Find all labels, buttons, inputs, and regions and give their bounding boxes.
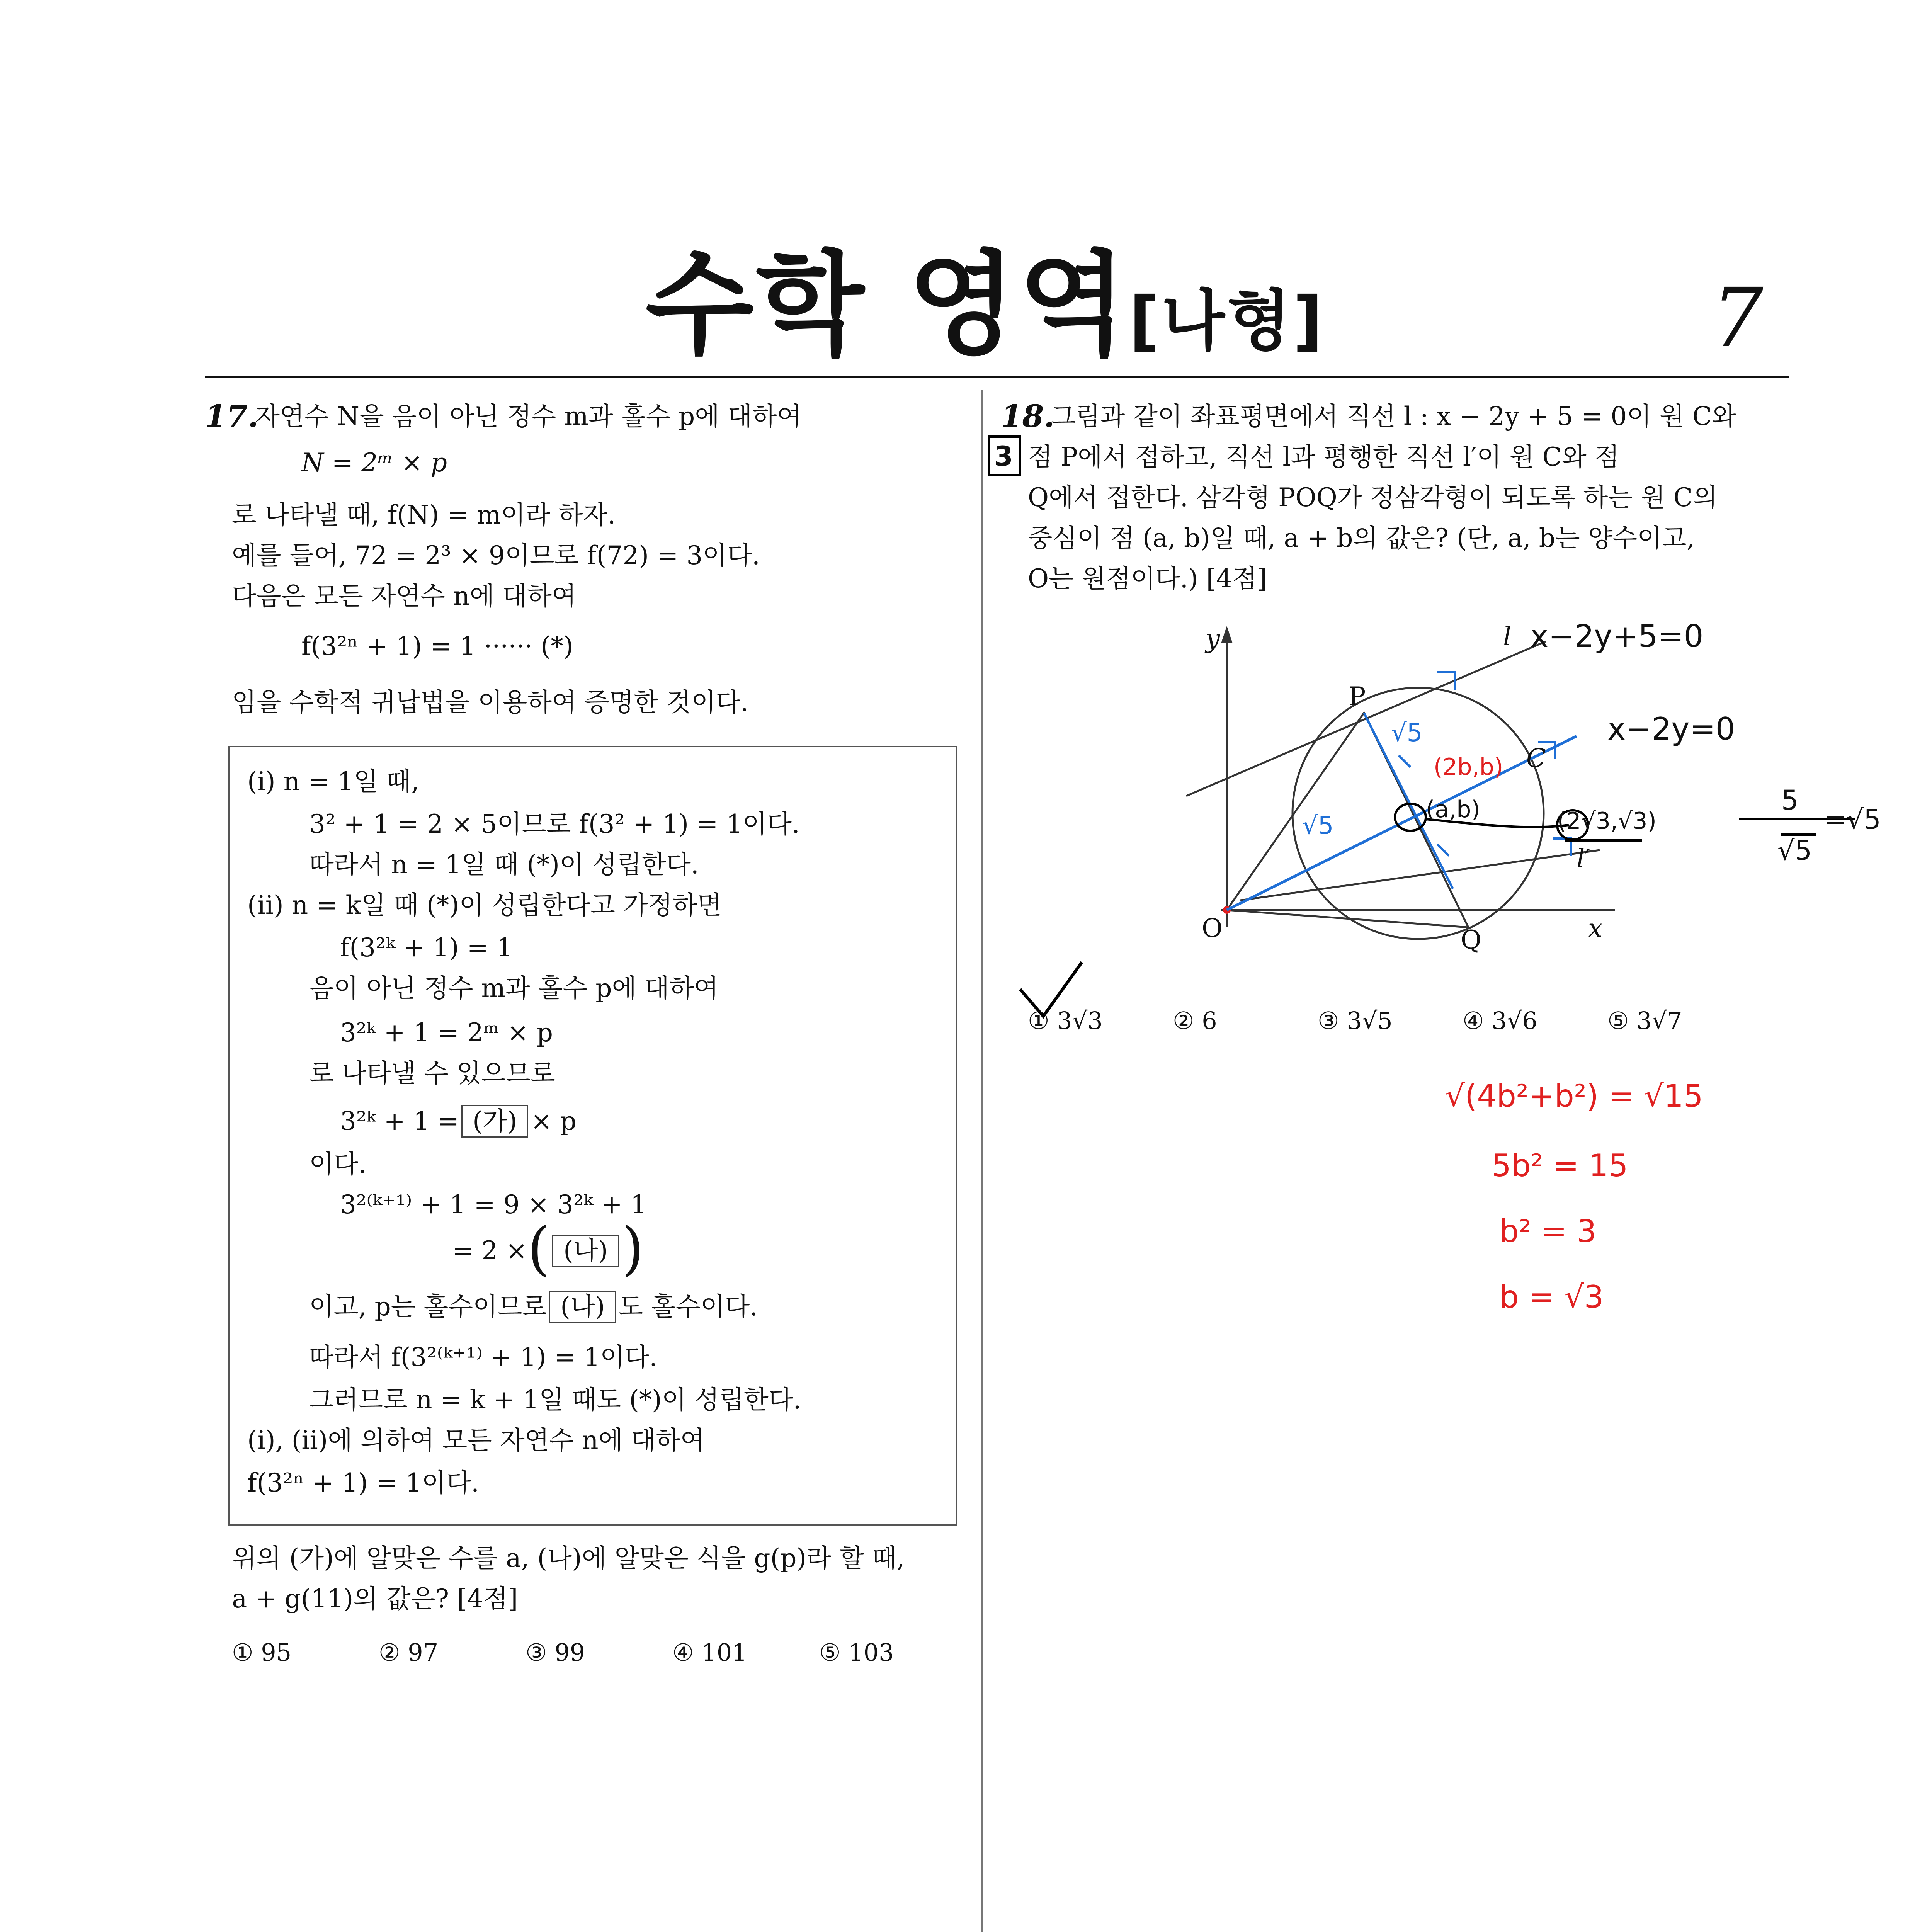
- blank-ga: (가): [461, 1105, 528, 1138]
- q17-number: 17.: [205, 398, 259, 434]
- red-calc: √(4b²+b²) = √15: [1445, 1078, 1703, 1114]
- q18-text-line: Q에서 접한다. 삼각형 POQ가 정삼각형이 되도록 하는 원 C의: [1028, 483, 1718, 512]
- handwritten-line-perp: x−2y=0: [1607, 711, 1735, 747]
- q17-question-line: a + g(11)의 값은? [4점]: [232, 1584, 518, 1614]
- blue-mark: [1437, 844, 1449, 856]
- red-calc: b² = 3: [1499, 1213, 1597, 1249]
- blue-sqrt5-label: √5: [1302, 811, 1334, 840]
- q18-choice[interactable]: ① 3√3: [1028, 1007, 1103, 1035]
- black-point-label: (2√3,√3): [1557, 808, 1656, 835]
- proof-line: 이다.: [309, 1149, 367, 1179]
- proof-line: 3² + 1 = 2 × 5이므로 f(3² + 1) = 1이다.: [309, 809, 800, 839]
- handwritten-line-l: x−2y+5=0: [1530, 618, 1704, 654]
- blue-sqrt5-label: √5: [1391, 719, 1423, 747]
- proof-line-na: = 2 ×( (나) ): [452, 1215, 644, 1282]
- page-title: 수학 영역[나형]: [645, 240, 1325, 370]
- proof-line: (ⅰ), (ⅱ)에 의하여 모든 자연수 n에 대하여: [247, 1425, 705, 1455]
- blank-na: (나): [552, 1235, 619, 1267]
- proof-line: 그러므로 n = k + 1일 때도 (*)이 성립한다.: [309, 1385, 801, 1415]
- q17-choice[interactable]: ① 95: [232, 1638, 292, 1667]
- q17-star-formula: f(3²ⁿ + 1) = 1 ······ (*): [301, 631, 573, 661]
- label-y: y: [1206, 624, 1220, 653]
- handwritten-answer: 3: [994, 440, 1013, 472]
- label-q: Q: [1461, 925, 1482, 955]
- proof-line: 3²ᵏ + 1 = 2ᵐ × p: [340, 1018, 553, 1048]
- q18-number: 18.: [1001, 398, 1055, 434]
- q18-choices: [1028, 1007, 1682, 1035]
- y-axis-arrow: [1221, 626, 1233, 643]
- proof-line: (ⅰ) n = 1일 때,: [247, 767, 419, 796]
- q17-intro-line: 예를 들어, 72 = 2³ × 9이므로 f(72) = 3이다.: [232, 541, 760, 570]
- blank-na: (나): [549, 1291, 616, 1323]
- q17-intro-line: 다음은 모든 자연수 n에 대하여: [232, 581, 577, 611]
- blue-perp-line: [1227, 736, 1577, 910]
- q17-formula: N = 2ᵐ × p: [301, 448, 447, 478]
- label-c: C: [1526, 743, 1546, 773]
- q18-text-line: 중심이 점 (a, b)일 때, a + b의 값은? (단, a, b는 양수이고,: [1028, 523, 1695, 553]
- proof-line: (ⅱ) n = k일 때 (*)이 성립한다고 가정하면: [247, 890, 722, 920]
- label-x: x: [1588, 913, 1603, 943]
- proof-line: 로 나타낼 수 있으므로: [309, 1058, 555, 1088]
- q18-text-line: 점 P에서 접하고, 직선 l과 평행한 직선 l′이 원 C와 점: [1028, 442, 1619, 472]
- blue-mark: [1399, 755, 1410, 767]
- q17-intro-line: 자연수 N을 음이 아닌 정수 m과 홀수 p에 대하여: [255, 401, 802, 431]
- proof-line: 3²⁽ᵏ⁺¹⁾ + 1 = 9 × 3²ᵏ + 1: [340, 1190, 647, 1219]
- label-p: P: [1349, 682, 1366, 711]
- q18-choice[interactable]: ④ 3√6: [1463, 1007, 1537, 1035]
- label-o: O: [1202, 913, 1223, 943]
- q18-text-line: O는 원점이다.) [4점]: [1028, 564, 1267, 594]
- black-center-label: (a,b): [1426, 796, 1480, 823]
- proof-line-ga: 3²ᵏ + 1 = (가) × p: [340, 1105, 577, 1138]
- q17-intro-line: 로 나타낼 때, f(N) = m이라 하자.: [232, 500, 616, 530]
- proof-line: 음이 아닌 정수 m과 홀수 p에 대하여: [309, 973, 719, 1003]
- q17-choice[interactable]: ② 97: [379, 1638, 439, 1667]
- frac-numerator: 5: [1781, 784, 1799, 816]
- q18-choice[interactable]: ② 6: [1173, 1007, 1217, 1035]
- q18-text-line: 그림과 같이 좌표평면에서 직선 l : x − 2y + 5 = 0이 원 C와: [1051, 401, 1737, 431]
- frac-result: =√5: [1824, 804, 1881, 835]
- proof-line: 따라서 n = 1일 때 (*)이 성립한다.: [309, 850, 699, 879]
- proof-line: 따라서 f(3²⁽ᵏ⁺¹⁾ + 1) = 1이다.: [309, 1342, 658, 1372]
- frac-denominator: √5: [1777, 835, 1812, 866]
- q17-choice[interactable]: ④ 101: [672, 1638, 747, 1667]
- page-number: 7: [1712, 270, 1764, 365]
- red-calc: b = √3: [1499, 1279, 1604, 1315]
- proof-line-na2: 이고, p는 홀수이므로 (나) 도 홀수이다.: [309, 1291, 758, 1323]
- q18-choice[interactable]: ⑤ 3√7: [1607, 1007, 1682, 1035]
- label-l-prime: l′: [1577, 844, 1591, 874]
- q17-intro-line: 임을 수학적 귀납법을 이용하여 증명한 것이다.: [232, 687, 749, 717]
- red-calc: 5b² = 15: [1492, 1148, 1628, 1184]
- q18-choice[interactable]: ③ 3√5: [1318, 1007, 1393, 1035]
- proof-line: f(3²ᵏ + 1) = 1: [340, 933, 513, 963]
- q17-choice[interactable]: ⑤ 103: [819, 1638, 894, 1667]
- proof-line: f(3²ⁿ + 1) = 1이다.: [247, 1468, 479, 1498]
- q17-question-line: 위의 (가)에 알맞은 수를 a, (나)에 알맞은 식을 g(p)라 할 때,: [232, 1543, 905, 1573]
- label-l: l: [1503, 622, 1512, 651]
- q17-choice[interactable]: ③ 99: [526, 1638, 585, 1667]
- red-center-label: (2b,b): [1434, 753, 1503, 781]
